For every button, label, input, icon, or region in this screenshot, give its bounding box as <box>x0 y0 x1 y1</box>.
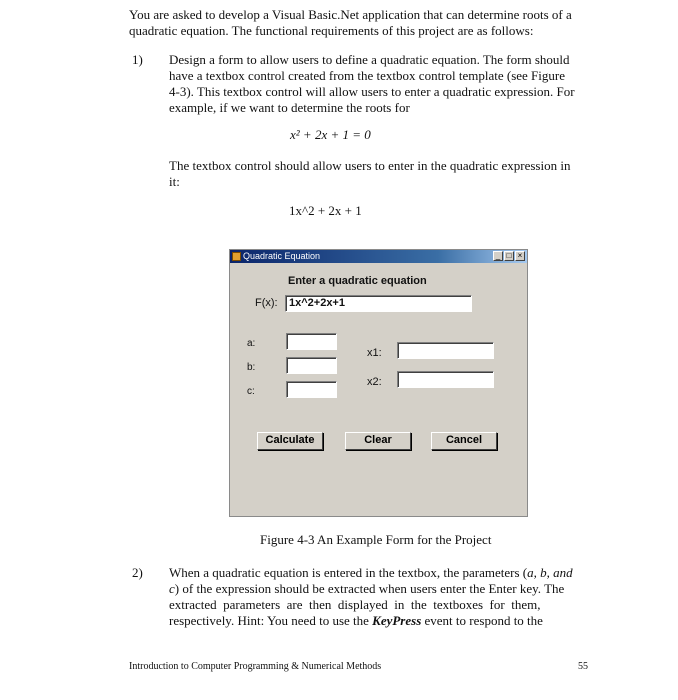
item-1-line-1: Design a form to allow users to define a quadratic equation. The form should <box>169 52 570 67</box>
a-label: a: <box>247 338 256 349</box>
item-1-line-3: 4-3). This textbox control will allow users to enter a quadratic expression. For <box>169 84 575 99</box>
item-1-after-line-2: it: <box>169 174 180 189</box>
c-input[interactable] <box>286 381 337 398</box>
item-1-line-4: example, if we want to determine the roots for <box>169 100 410 115</box>
item-2-line-2 <box>169 581 589 597</box>
b-label: b: <box>247 362 256 373</box>
close-icon[interactable]: × <box>515 251 525 261</box>
item-2-line-3: extracted parameters are then displayed in the textboxes for them, <box>169 597 541 612</box>
calculate-button[interactable]: Calculate <box>257 432 323 450</box>
item-1-text <box>169 52 589 116</box>
item-1-number: 1) <box>132 52 143 67</box>
item-2-line-4 <box>169 613 589 629</box>
x2-label: x2: <box>367 376 382 388</box>
intro-line-2: quadratic equation. The functional requirements of this project are as follows: <box>129 23 534 38</box>
footer-title: Introduction to Computer Programming & Numerical Methods <box>129 661 382 672</box>
item-1-line-2: have a textbox control created from the textbox control template (see Figure <box>169 68 565 83</box>
item-2-line-4-end: event to respond to the <box>421 613 543 628</box>
b-input[interactable] <box>286 357 337 374</box>
figure-caption: Figure 4-3 An Example Form for the Project <box>260 532 492 547</box>
item-2-text <box>169 565 589 629</box>
form-heading: Enter a quadratic equation <box>288 275 427 287</box>
equation: x² + 2x + 1 = 0 <box>290 127 371 142</box>
quadratic-form-window <box>229 249 528 517</box>
clear-button[interactable]: Clear <box>345 432 411 450</box>
x1-output[interactable] <box>397 342 494 359</box>
item-2-line-4-text: respectively. Hint: You need to use the <box>169 613 373 628</box>
window-controls <box>493 251 525 261</box>
item-2-line-1-italic: a, b, and <box>527 565 573 580</box>
intro-line-1: You are asked to develop a Visual Basic.Net application that can determine roots of a <box>129 7 572 22</box>
x1-label: x1: <box>367 347 382 359</box>
item-2-number: 2) <box>132 565 143 580</box>
minimize-icon[interactable]: _ <box>493 251 503 261</box>
window-title: Quadratic Equation <box>243 251 321 261</box>
keypress-keyword: KeyPress <box>372 613 422 628</box>
intro-paragraph <box>129 7 591 39</box>
expression: 1x^2 + 2x + 1 <box>289 203 362 218</box>
item-2-line-2-italic: c <box>169 581 175 596</box>
a-input[interactable] <box>286 333 337 350</box>
cancel-button[interactable]: Cancel <box>431 432 497 450</box>
item-2-line-1 <box>169 565 589 581</box>
app-icon <box>232 252 241 261</box>
fx-input[interactable] <box>285 295 472 312</box>
maximize-icon[interactable]: □ <box>504 251 514 261</box>
fx-label: F(x): <box>255 297 278 309</box>
item-2-line-2-text: ) of the expression should be extracted when users enter the Enter key. The <box>174 581 565 596</box>
x2-output[interactable] <box>397 371 494 388</box>
item-1-after <box>169 158 589 190</box>
item-2-line-1-text: When a quadratic equation is entered in the textbox, the parameters ( <box>169 565 528 580</box>
c-label: c: <box>247 386 255 397</box>
title-bar <box>230 250 527 263</box>
fx-input-value: 1x^2+2x+1 <box>289 297 345 309</box>
item-1-after-line-1: The textbox control should allow users to enter in the quadratic expression in <box>169 158 571 173</box>
page-number: 55 <box>578 661 588 672</box>
